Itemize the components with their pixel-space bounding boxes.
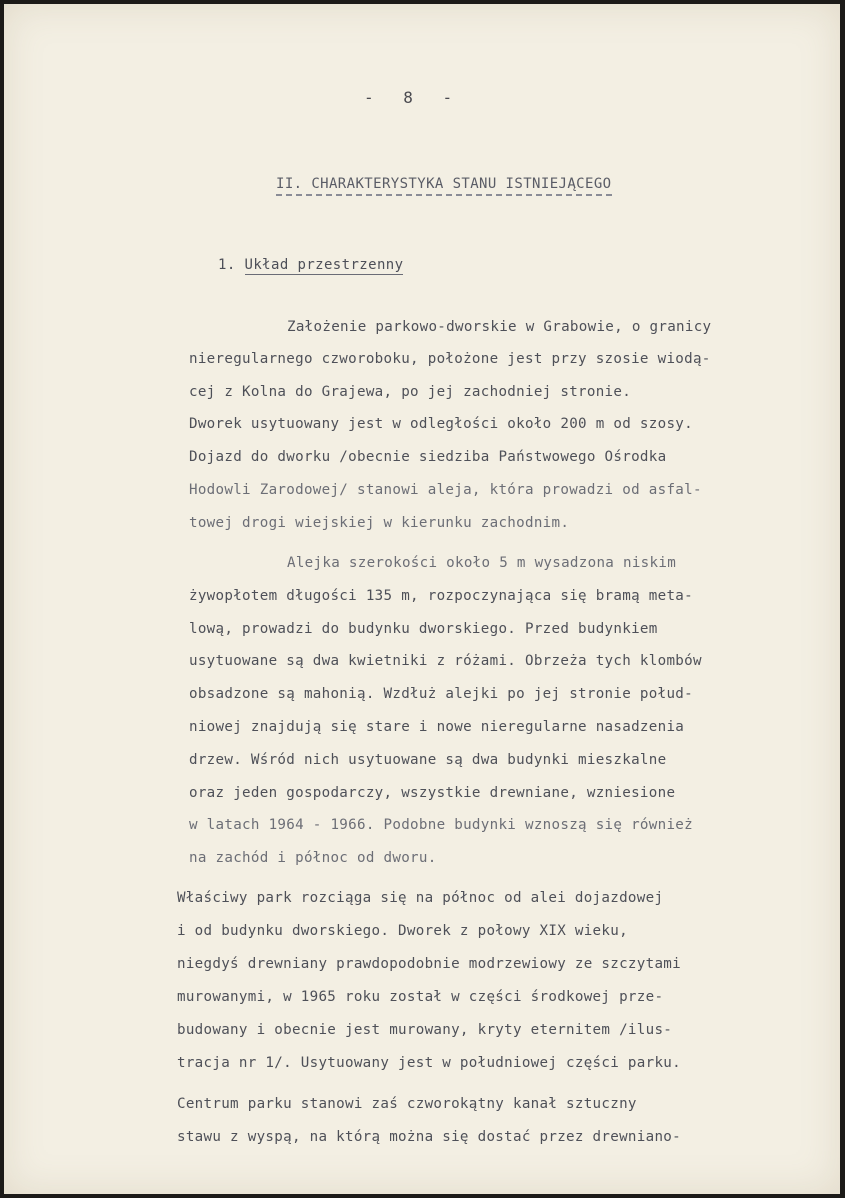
page-number: - 8 - <box>364 88 463 107</box>
section-heading <box>218 257 403 273</box>
body-line: obsadzone są mahonią. Wzdłuż alejki po jej stronie połud- <box>189 686 693 702</box>
body-line: Hodowli Zarodowej/ stanowi aleja, która prowadzi od asfal- <box>189 482 702 498</box>
body-line: niegdyś drewniany prawdopodobnie modrzewiowy ze szczytami <box>177 956 681 972</box>
body-line: cej z Kolna do Grajewa, po jej zachodniej stronie. <box>189 384 632 400</box>
body-line: Założenie parkowo-dworskie w Grabowie, o granicy <box>287 319 712 335</box>
body-line: Centrum parku stanowi zaś czworokątny kanał sztuczny <box>177 1096 637 1112</box>
body-line: Dojazd do dworku /obecnie siedziba Państwowego Ośrodka <box>189 449 667 465</box>
body-line: na zachód i północ od dworu. <box>189 850 437 866</box>
body-line: Dworek usytuowany jest w odległości około 200 m od szosy. <box>189 416 693 432</box>
body-line: tracja nr 1/. Usytuowany jest w południowej części parku. <box>177 1055 681 1071</box>
body-line: oraz jeden gospodarczy, wszystkie drewniane, wzniesione <box>189 785 676 801</box>
body-line: stawu z wyspą, na którą można się dostać przez drewniano- <box>177 1129 681 1145</box>
section-number: 1. <box>218 257 236 273</box>
body-line: Alejka szerokości około 5 m wysadzona niskim <box>287 555 677 571</box>
body-line: lową, prowadzi do budynku dworskiego. Przed budynkiem <box>189 621 658 637</box>
body-line: niowej znajdują się stare i nowe nieregularne nasadzenia <box>189 719 685 735</box>
body-line: budowany i obecnie jest murowany, kryty eternitem /ilus- <box>177 1022 673 1038</box>
body-line: nieregularnego czworoboku, położone jest przy szosie wiodą- <box>189 351 711 367</box>
body-line: Właściwy park rozciąga się na północ od alei dojazdowej <box>177 890 664 906</box>
body-line: drzew. Wśród nich usytuowane są dwa budynki mieszkalne <box>189 752 667 768</box>
chapter-title: II. CHARAKTERYSTYKA STANU ISTNIEJĄCEGO <box>276 176 612 196</box>
document-page <box>4 4 840 1194</box>
body-line: i od budynku dworskiego. Dworek z połowy XIX wieku, <box>177 923 628 939</box>
body-line: w latach 1964 - 1966. Podobne budynki wznoszą się również <box>189 817 693 833</box>
body-line: towej drogi wiejskiej w kierunku zachodnim. <box>189 515 570 531</box>
body-line: usytuowane są dwa kwietniki z różami. Obrzeża tych klombów <box>189 653 702 669</box>
body-line: żywopłotem długości 135 m, rozpoczynająca się bramą meta- <box>189 588 693 604</box>
body-line: murowanymi, w 1965 roku został w części środkowej prze- <box>177 989 664 1005</box>
section-title: Układ przestrzenny <box>244 257 404 273</box>
